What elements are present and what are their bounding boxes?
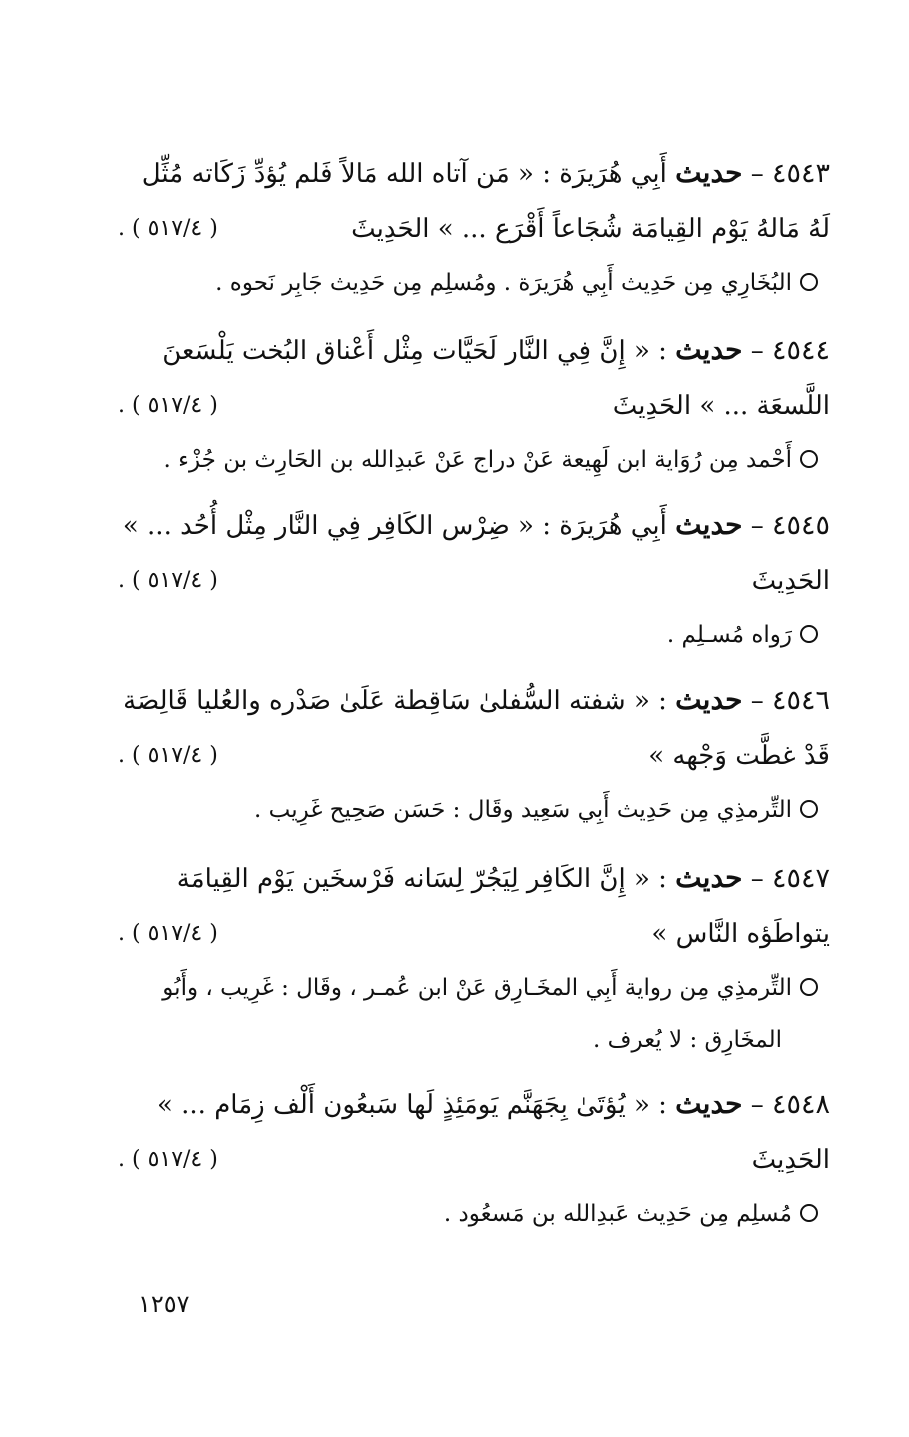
hadith-continuation-line bbox=[110, 906, 830, 962]
hadith-label: حديث bbox=[675, 333, 743, 366]
hadith-continuation-line bbox=[110, 1132, 830, 1188]
circle-bullet-icon bbox=[800, 1204, 818, 1222]
circle-bullet-icon bbox=[800, 800, 818, 818]
circle-bullet-icon bbox=[800, 625, 818, 643]
hadith-number: ٤٥٤٥ bbox=[771, 510, 830, 541]
hadith-text: أَبِي هُرَيرَة : « مَن آتاه الله مَالاً فَلم يُؤدِّ زَكَاته مُثِّل bbox=[141, 159, 667, 189]
hadith-number: ٤٥٤٦ bbox=[771, 685, 830, 716]
hadith-text: : « إِنَّ الكَافِر لِيَجُرّ لِسَانه فَرْسخَين يَوْم القِيامَة bbox=[176, 864, 667, 894]
hadith-text-cont: قَدْ غطَّت وَجْهه » bbox=[648, 741, 830, 771]
volume-page-reference: ( ٥١٧/٤ ) . bbox=[118, 921, 218, 946]
source-text-cont: المخَارِق : لا يُعرف . bbox=[593, 1027, 782, 1053]
source-note bbox=[110, 434, 830, 486]
hadith-text-cont: الحَدِيثَ bbox=[751, 1145, 830, 1175]
hadith-text-cont: يتواطَؤه النَّاس » bbox=[651, 919, 830, 949]
source-text: البُخَارِي مِن حَدِيث أَبِي هُرَيرَة . ومُسلِم مِن حَدِيث جَابِر نَحوه . bbox=[215, 270, 792, 296]
source-text: التِّرمذِي مِن حَدِيث أَبِي سَعِيد وقَال : حَسَن صَحِيح غَرِيب . bbox=[254, 797, 792, 823]
volume-page-reference: ( ٥١٧/٤ ) . bbox=[118, 216, 218, 241]
hadith-number: ٤٥٤٤ bbox=[771, 335, 830, 366]
hadith-heading-line: ٤٥٤٣ – حديث أَبِي هُرَيرَة : « مَن آتاه الله مَالاً فَلم يُؤدِّ زَكَاته مُثِّل bbox=[141, 156, 830, 189]
source-note bbox=[110, 784, 830, 836]
source-text: أَحْمد مِن رُوَاية ابن لَهِيعة عَنْ دراج عَنْ عَبدِالله بن الحَارِث بن جُزْء . bbox=[163, 447, 792, 473]
source-text: رَواه مُسـلِم . bbox=[666, 622, 792, 648]
hadith-label: حديث bbox=[675, 1087, 743, 1120]
hadith-text: : « إِنَّ فِي النَّار لَحَيَّات مِثْل أَعْناق البُخت يَلْسَعنَ bbox=[162, 336, 667, 366]
source-note bbox=[110, 1188, 830, 1240]
hadith-heading-line: ٤٥٤٨ – حديث : « يُؤتَىٰ بِجَهَنَّم يَومَئِذٍ لَها سَبعُون أَلْف زِمَام ... » bbox=[156, 1087, 830, 1120]
hadith-text: أَبِي هُرَيرَة : « ضِرْس الكَافِر فِي النَّار مِثْل أُحُد ... » bbox=[122, 511, 667, 541]
hadith-number: ٤٥٤٧ bbox=[771, 863, 830, 894]
hadith-heading-line: ٤٥٤٥ – حديث أَبِي هُرَيرَة : « ضِرْس الكَافِر فِي النَّار مِثْل أُحُد ... » bbox=[122, 508, 830, 541]
source-text: مُسلِم مِن حَدِيث عَبدِالله بن مَسعُود . bbox=[443, 1201, 792, 1227]
hadith-label: حديث bbox=[675, 861, 743, 894]
hadith-entry bbox=[110, 1076, 830, 1240]
hadith-continuation-line bbox=[110, 728, 830, 784]
hadith-continuation-line bbox=[110, 553, 830, 609]
volume-page-reference: ( ٥١٧/٤ ) . bbox=[118, 393, 218, 418]
source-note bbox=[110, 257, 830, 309]
hadith-continuation-line bbox=[110, 201, 830, 257]
hadith-heading-line: ٤٥٤٦ – حديث : « شفته السُّفلىٰ سَاقِطة عَلَىٰ صَدْره والعُليا قَالِصَة bbox=[123, 683, 830, 716]
page-number: ١٢٥٧ bbox=[138, 1290, 190, 1318]
hadith-text: : « شفته السُّفلىٰ سَاقِطة عَلَىٰ صَدْره والعُليا قَالِصَة bbox=[123, 686, 667, 716]
volume-page-reference: ( ٥١٧/٤ ) . bbox=[118, 568, 218, 593]
hadith-text-cont: اللَّسعَة ... » الحَدِيثَ bbox=[612, 391, 830, 421]
hadith-entry bbox=[110, 672, 830, 836]
hadith-number: ٤٥٤٣ bbox=[771, 158, 830, 189]
circle-bullet-icon bbox=[800, 273, 818, 291]
hadith-heading-line: ٤٥٤٤ – حديث : « إِنَّ فِي النَّار لَحَيَّات مِثْل أَعْناق البُخت يَلْسَعنَ bbox=[162, 333, 830, 366]
hadith-entry bbox=[110, 322, 830, 486]
circle-bullet-icon bbox=[800, 450, 818, 468]
hadith-entry bbox=[110, 145, 830, 309]
hadith-label: حديث bbox=[675, 683, 743, 716]
hadith-label: حديث bbox=[675, 508, 743, 541]
volume-page-reference: ( ٥١٧/٤ ) . bbox=[118, 1147, 218, 1172]
hadith-text-cont: لَهُ مَالهُ يَوْم القِيامَة شُجَاعاً أَقْرَع ... » الحَدِيثَ bbox=[351, 214, 830, 244]
source-note bbox=[110, 962, 830, 1014]
hadith-entry bbox=[110, 497, 830, 661]
source-note bbox=[110, 609, 830, 661]
hadith-number: ٤٥٤٨ bbox=[771, 1089, 830, 1120]
hadith-entry bbox=[110, 850, 830, 1066]
source-text: التِّرمذِي مِن رواية أَبِي المخَـارِق عَنْ ابن عُمـر ، وقَال : غَرِيب ، وأَبُو bbox=[162, 975, 792, 1001]
hadith-label: حديث bbox=[675, 156, 743, 189]
hadith-text: : « يُؤتَىٰ بِجَهَنَّم يَومَئِذٍ لَها سَبعُون أَلْف زِمَام ... » bbox=[156, 1090, 667, 1120]
volume-page-reference: ( ٥١٧/٤ ) . bbox=[118, 743, 218, 768]
hadith-text-cont: الحَدِيثَ bbox=[751, 566, 830, 596]
source-note-continuation bbox=[110, 1014, 830, 1066]
hadith-continuation-line bbox=[110, 378, 830, 434]
circle-bullet-icon bbox=[800, 978, 818, 996]
hadith-heading-line: ٤٥٤٧ – حديث : « إِنَّ الكَافِر لِيَجُرّ لِسَانه فَرْسخَين يَوْم القِيامَة bbox=[176, 861, 830, 894]
